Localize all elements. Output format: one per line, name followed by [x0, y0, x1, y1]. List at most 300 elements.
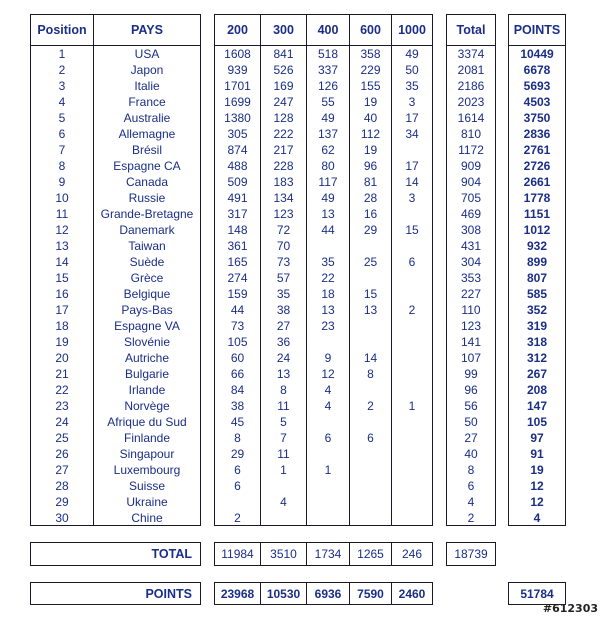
table-row — [509, 286, 565, 302]
cell-d600: 13 — [363, 303, 378, 317]
table-row — [215, 238, 432, 254]
table-row — [509, 318, 565, 334]
cell-pos: 29 — [55, 495, 69, 509]
cell-pos: 15 — [55, 271, 69, 285]
cell-d1000: 17 — [405, 159, 419, 173]
table-row — [31, 222, 200, 238]
cell-d200: 488 — [227, 159, 248, 173]
total-600: 1265 — [357, 547, 384, 561]
cell-pays: USA — [134, 47, 160, 61]
cell-d300: 13 — [276, 367, 291, 381]
cell-pos: 14 — [55, 255, 69, 269]
table-row — [215, 382, 432, 398]
cell-total: 353 — [460, 271, 482, 285]
table-row — [509, 174, 565, 190]
table-row — [215, 190, 432, 206]
cell-points: 1012 — [523, 223, 551, 237]
cell-pays: Danemark — [119, 223, 175, 237]
cell-pos: 13 — [55, 239, 69, 253]
cell-points: 6678 — [523, 63, 551, 77]
table-row — [31, 238, 200, 254]
table-row — [31, 62, 200, 78]
cell-total: 705 — [460, 191, 482, 205]
table-row — [509, 110, 565, 126]
cell-total: 40 — [464, 447, 478, 461]
cell-d400: 62 — [321, 143, 335, 157]
cell-pays: Luxembourg — [113, 463, 181, 477]
cell-pos: 11 — [55, 207, 69, 221]
table-row — [31, 334, 200, 350]
table-row — [447, 350, 495, 366]
cell-d400: 518 — [317, 47, 339, 61]
cell-points: 91 — [530, 447, 544, 461]
cell-total: 308 — [460, 223, 482, 237]
cell-d600: 96 — [363, 159, 378, 173]
cell-d600: 155 — [360, 79, 381, 93]
table-row — [31, 206, 200, 222]
watermark-text: #612303 — [542, 602, 598, 615]
table-row — [509, 350, 565, 366]
cell-total: 2023 — [457, 95, 485, 109]
cell-d300: 72 — [276, 223, 291, 237]
table-row — [509, 430, 565, 446]
cell-pays: Ukraine — [126, 495, 168, 509]
cell-d300: 27 — [276, 319, 291, 333]
cell-d300: 4 — [280, 495, 287, 509]
table-row — [31, 430, 200, 446]
table-row — [447, 110, 495, 126]
cell-d300: 38 — [276, 303, 291, 317]
table-row — [31, 110, 200, 126]
cell-pos: 20 — [55, 351, 69, 365]
table-row — [509, 222, 565, 238]
header-1000: 1000 — [398, 23, 426, 37]
cell-pays: Irlande — [128, 383, 166, 397]
cell-d200: 939 — [227, 63, 248, 77]
cell-d400: 6 — [324, 431, 332, 445]
table-row — [509, 382, 565, 398]
cell-d400: 80 — [321, 159, 335, 173]
table-row — [509, 142, 565, 158]
cell-pos: 17 — [55, 303, 69, 317]
cell-d300: 8 — [280, 383, 287, 397]
cell-d200: 1701 — [224, 79, 251, 93]
cell-d300: 841 — [273, 47, 294, 61]
cell-d400: 126 — [317, 79, 339, 93]
table-row — [215, 462, 432, 478]
table-row — [31, 78, 200, 94]
cell-points: 807 — [526, 271, 548, 285]
table-points-box — [508, 14, 566, 526]
cell-d300: 57 — [276, 271, 291, 285]
cell-total: 6 — [467, 479, 475, 493]
cell-d1000: 3 — [408, 95, 416, 109]
table-row — [447, 174, 495, 190]
cell-total: 4 — [467, 495, 475, 509]
table-row — [31, 46, 200, 62]
table-row — [31, 478, 200, 494]
cell-total: 431 — [460, 239, 482, 253]
table-row — [31, 366, 200, 382]
cell-total: 96 — [464, 383, 478, 397]
cell-pos: 5 — [58, 111, 66, 125]
table-row — [31, 286, 200, 302]
cell-pos: 24 — [55, 415, 69, 429]
cell-pays: Grande-Bretagne — [100, 207, 194, 221]
cell-d300: 123 — [273, 207, 294, 221]
cell-pays: Taiwan — [128, 239, 166, 253]
cell-pos: 21 — [55, 367, 69, 381]
cell-points: 5693 — [523, 79, 551, 93]
cell-pos: 22 — [55, 383, 69, 397]
cell-d300: 222 — [273, 127, 294, 141]
table-row — [31, 254, 200, 270]
cell-d600: 28 — [363, 191, 378, 205]
cell-d400: 49 — [321, 191, 335, 205]
cell-d400: 18 — [321, 287, 335, 301]
cell-pos: 23 — [55, 399, 69, 413]
table-row — [215, 46, 432, 62]
cell-total: 107 — [460, 351, 482, 365]
table-row — [509, 510, 565, 526]
table-row — [447, 222, 495, 238]
table-row — [447, 446, 495, 462]
cell-pays: Autriche — [124, 351, 170, 365]
table-row — [447, 62, 495, 78]
points-label-box — [30, 582, 201, 605]
cell-d1000: 50 — [405, 63, 419, 77]
cell-d600: 19 — [363, 95, 378, 109]
cell-points: 2661 — [523, 175, 551, 189]
cell-pays: Slovénie — [123, 335, 171, 349]
table-row — [509, 206, 565, 222]
cell-pays: Espagne CA — [113, 159, 181, 173]
cell-pays: Singapour — [119, 447, 175, 461]
cell-d600: 112 — [360, 127, 381, 141]
table-row — [215, 350, 432, 366]
cell-d300: 1 — [280, 463, 287, 477]
cell-d400: 337 — [317, 63, 339, 77]
cell-d300: 35 — [276, 287, 291, 301]
cell-total: 123 — [460, 319, 482, 333]
cell-d1000: 17 — [405, 111, 419, 125]
table-row — [215, 430, 432, 446]
cell-pos: 26 — [55, 447, 69, 461]
cell-total: 904 — [460, 175, 482, 189]
cell-d400: 4 — [324, 383, 332, 397]
cell-points: 585 — [526, 287, 548, 301]
cell-pays: Pays-Bas — [121, 303, 173, 317]
cell-d600: 29 — [363, 223, 378, 237]
table-row — [447, 238, 495, 254]
cell-d400: 35 — [321, 255, 335, 269]
cell-d1000: 2 — [408, 303, 416, 317]
table-row — [215, 174, 432, 190]
cell-d300: 11 — [277, 447, 290, 461]
cell-d200: 1699 — [224, 95, 251, 109]
cell-total: 141 — [460, 335, 482, 349]
cell-pays: Japon — [130, 63, 164, 77]
cell-d400: 117 — [318, 175, 338, 189]
cell-d1000: 3 — [408, 191, 416, 205]
cell-pays: Espagne VA — [114, 319, 180, 333]
table-row — [509, 78, 565, 94]
table-row — [31, 462, 200, 478]
cell-d400: 137 — [317, 127, 339, 141]
cell-points: 2761 — [523, 143, 551, 157]
header-300: 300 — [273, 23, 294, 37]
cell-pos: 12 — [55, 223, 69, 237]
header-200: 200 — [227, 23, 248, 37]
cell-d300: 7 — [280, 431, 287, 445]
cell-d200: 1608 — [224, 47, 251, 61]
total-300: 3510 — [270, 547, 297, 561]
cell-d200: 2 — [234, 511, 241, 525]
cell-total: 56 — [464, 399, 478, 413]
header-pays: PAYS — [131, 23, 163, 37]
cell-d1000: 49 — [405, 47, 419, 61]
cell-d200: 38 — [230, 399, 245, 413]
cell-d400: 22 — [321, 271, 335, 285]
country-rows — [31, 46, 200, 526]
table-row — [31, 302, 200, 318]
cell-d300: 128 — [273, 111, 294, 125]
cell-d200: 73 — [230, 319, 245, 333]
table-row — [215, 478, 432, 494]
cell-points: 12 — [530, 479, 544, 493]
table-row — [509, 398, 565, 414]
table-row — [447, 510, 495, 526]
cell-pays: Suède — [129, 255, 165, 269]
cell-d200: 159 — [227, 287, 248, 301]
cell-points: 932 — [526, 239, 548, 253]
cell-d200: 6 — [234, 479, 241, 493]
table-row — [215, 318, 432, 334]
cell-points: 19 — [530, 463, 544, 477]
table-row — [215, 366, 432, 382]
table-row — [509, 446, 565, 462]
cell-total: 27 — [464, 431, 478, 445]
cell-d1000: 35 — [405, 79, 419, 93]
table-row — [509, 254, 565, 270]
cell-d300: 11 — [277, 399, 290, 413]
table-row — [215, 62, 432, 78]
table-row — [215, 286, 432, 302]
cell-d300: 5 — [280, 415, 287, 429]
points-1000: 2460 — [398, 586, 426, 601]
cell-d600: 358 — [360, 47, 381, 61]
table-row — [31, 398, 200, 414]
cell-d400: 1 — [324, 463, 332, 477]
cell-pos: 2 — [58, 63, 66, 77]
table-row — [447, 462, 495, 478]
cell-points: 147 — [526, 399, 548, 413]
table-row — [31, 94, 200, 110]
cell-pos: 18 — [55, 319, 69, 333]
cell-d1000: 6 — [408, 255, 416, 269]
cell-total: 909 — [460, 159, 482, 173]
cell-points: 318 — [526, 335, 548, 349]
total-sum: 18739 — [454, 547, 488, 561]
cell-pos: 7 — [58, 143, 66, 157]
table-row — [31, 510, 200, 526]
cell-d400: 23 — [321, 319, 335, 333]
table-row — [447, 366, 495, 382]
cell-d200: 60 — [230, 351, 245, 365]
table-row — [447, 414, 495, 430]
cell-total: 8 — [467, 463, 475, 477]
table-row — [509, 158, 565, 174]
cell-d200: 105 — [227, 335, 248, 349]
cell-d200: 361 — [227, 239, 248, 253]
cell-d300: 217 — [273, 143, 294, 157]
cell-pos: 9 — [58, 175, 66, 189]
cell-pays: Norvège — [124, 399, 170, 413]
table-row — [447, 46, 495, 62]
table-row — [31, 446, 200, 462]
table-row — [509, 94, 565, 110]
cell-points: 4503 — [523, 95, 551, 109]
cell-d300: 24 — [276, 351, 291, 365]
table-row — [447, 334, 495, 350]
cell-pos: 28 — [55, 479, 69, 493]
table-row — [509, 334, 565, 350]
table-row — [215, 94, 432, 110]
cell-d1000: 34 — [405, 127, 419, 141]
table-row — [215, 158, 432, 174]
table-row — [447, 126, 495, 142]
points-300: 10530 — [266, 586, 301, 601]
table-row — [215, 414, 432, 430]
table-total-box — [446, 14, 496, 526]
table-row — [215, 270, 432, 286]
table-row — [447, 318, 495, 334]
cell-pays: Canada — [125, 175, 169, 189]
cell-pays: France — [128, 95, 166, 109]
table-row — [509, 478, 565, 494]
cell-d200: 274 — [227, 271, 248, 285]
cell-points: 899 — [526, 255, 548, 269]
total-values-box — [214, 542, 433, 566]
table-row — [509, 494, 565, 510]
cell-d300: 247 — [273, 95, 294, 109]
cell-d600: 15 — [363, 287, 378, 301]
cell-total: 3374 — [457, 47, 485, 61]
total-1000: 246 — [401, 547, 423, 561]
cell-total: 1614 — [457, 111, 485, 125]
cell-d600: 229 — [360, 63, 381, 77]
cell-total: 810 — [460, 127, 482, 141]
table-row — [31, 494, 200, 510]
table-row — [447, 382, 495, 398]
total-200: 11984 — [221, 547, 254, 561]
cell-d300: 70 — [276, 239, 291, 253]
cell-total: 2081 — [457, 63, 485, 77]
table-row — [215, 110, 432, 126]
cell-pays: Australie — [123, 111, 171, 125]
cell-d200: 45 — [230, 415, 245, 429]
cell-pos: 16 — [55, 287, 69, 301]
table-row — [509, 414, 565, 430]
cell-total: 1172 — [458, 143, 484, 157]
table-row — [31, 142, 200, 158]
total-label: TOTAL — [151, 547, 192, 561]
table-row — [447, 494, 495, 510]
cell-d200: 84 — [230, 383, 245, 397]
cell-pos: 25 — [55, 431, 69, 445]
table-distance-box — [214, 14, 433, 526]
cell-pos: 27 — [55, 463, 69, 477]
cell-pos: 30 — [55, 511, 69, 525]
cell-d200: 6 — [234, 463, 241, 477]
cell-pays: Finlande — [123, 431, 171, 445]
table-row — [447, 206, 495, 222]
cell-points: 97 — [530, 431, 544, 445]
cell-pos: 3 — [58, 79, 66, 93]
cell-d600: 6 — [367, 431, 374, 445]
header-total: Total — [456, 23, 486, 37]
cell-d400: 44 — [321, 223, 335, 237]
points-rows — [509, 46, 565, 526]
cell-total: 110 — [461, 303, 481, 317]
cell-pays: Suisse — [128, 479, 166, 493]
table-row — [215, 494, 432, 510]
table-row — [509, 46, 565, 62]
cell-d200: 509 — [227, 175, 248, 189]
cell-d200: 148 — [227, 223, 248, 237]
table-row — [31, 190, 200, 206]
cell-pos: 8 — [58, 159, 66, 173]
points-400: 6936 — [314, 586, 342, 601]
cell-points: 1778 — [523, 191, 551, 205]
cell-d200: 317 — [227, 207, 248, 221]
cell-d1000: 15 — [405, 223, 419, 237]
table-row — [215, 206, 432, 222]
cell-points: 12 — [530, 495, 544, 509]
cell-pays: Grèce — [130, 271, 164, 285]
table-row — [447, 398, 495, 414]
table-row — [31, 158, 200, 174]
table-row — [31, 174, 200, 190]
cell-total: 469 — [460, 207, 482, 221]
cell-d300: 183 — [273, 175, 294, 189]
table-row — [215, 222, 432, 238]
table-row — [509, 126, 565, 142]
table-row — [31, 350, 200, 366]
cell-d600: 19 — [363, 143, 378, 157]
table-row — [215, 254, 432, 270]
cell-points: 4 — [533, 511, 541, 525]
cell-total: 99 — [464, 367, 478, 381]
cell-pos: 10 — [55, 191, 69, 205]
cell-total: 304 — [460, 255, 482, 269]
cell-points: 3750 — [523, 111, 551, 125]
cell-pays: Brésil — [131, 143, 162, 157]
cell-points: 352 — [526, 303, 548, 317]
table-row — [447, 190, 495, 206]
cell-points: 319 — [526, 319, 548, 333]
cell-d200: 305 — [227, 127, 248, 141]
points-values-box — [214, 582, 433, 605]
table-row — [447, 302, 495, 318]
table-row — [447, 430, 495, 446]
table-row — [447, 270, 495, 286]
table-row — [447, 158, 495, 174]
cell-d600: 14 — [363, 351, 378, 365]
cell-d200: 8 — [234, 431, 241, 445]
cell-points: 105 — [526, 415, 548, 429]
cell-d300: 73 — [276, 255, 291, 269]
